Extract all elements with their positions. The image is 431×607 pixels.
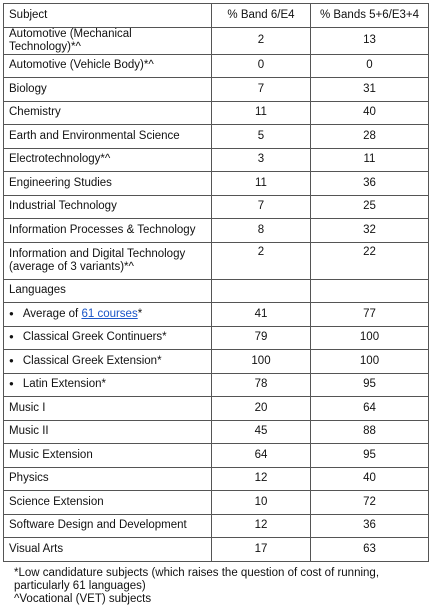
band6-cell: 100: [212, 350, 311, 374]
bands56-cell: 32: [311, 219, 429, 243]
bands56-cell: 28: [311, 125, 429, 149]
table-row: [4, 242, 429, 279]
subject-cell: Automotive (Mechanical Technology)*^: [4, 27, 212, 54]
courses-link[interactable]: 61 courses: [81, 307, 138, 320]
table-row: [4, 148, 429, 172]
table-row: [4, 514, 429, 538]
band6-cell: 20: [212, 397, 311, 421]
table-row: [4, 350, 429, 374]
bands56-cell: 100: [311, 350, 429, 374]
bands56-cell: 40: [311, 101, 429, 125]
subject-cell: Engineering Studies: [4, 172, 212, 196]
band6-cell: 64: [212, 444, 311, 468]
bands56-cell: 40: [311, 467, 429, 491]
table-row: [4, 101, 429, 125]
table-row: [4, 444, 429, 468]
subject-cell: Industrial Technology: [4, 195, 212, 219]
bands56-cell: 22: [311, 242, 429, 279]
band6-cell: 11: [212, 172, 311, 196]
band6-cell: 2: [212, 242, 311, 279]
bands56-cell: 13: [311, 27, 429, 54]
table-row: [4, 420, 429, 444]
table-row: [4, 195, 429, 219]
table-row: [4, 54, 429, 78]
subject-cell: Automotive (Vehicle Body)*^: [4, 54, 212, 78]
subject-cell: Chemistry: [4, 101, 212, 125]
subject-cell: Visual Arts: [4, 538, 212, 562]
subject-cell: Software Design and Development: [4, 514, 212, 538]
bands56-cell: 31: [311, 78, 429, 102]
subject-cell: ● Classical Greek Extension*: [4, 350, 212, 374]
band6-cell: 79: [212, 326, 311, 350]
table-header-row: [4, 4, 429, 28]
bands56-cell: 11: [311, 148, 429, 172]
table-row: [4, 538, 429, 562]
bands56-cell: 77: [311, 303, 429, 327]
subject-cell: ● Classical Greek Continuers*: [4, 326, 212, 350]
table-row: [4, 27, 429, 54]
subject-cell: Electrotechnology*^: [4, 148, 212, 172]
header-bands56: % Bands 5+6/E3+4: [311, 4, 429, 28]
subject-cell: Earth and Environmental Science: [4, 125, 212, 149]
subject-cell: Music Extension: [4, 444, 212, 468]
band6-cell: 10: [212, 491, 311, 515]
band6-cell: 0: [212, 54, 311, 78]
average-suffix: *: [137, 307, 143, 320]
bands56-cell: 72: [311, 491, 429, 515]
subject-cell: Science Extension: [4, 491, 212, 515]
bands56-cell: [311, 279, 429, 303]
subject-cell: [4, 303, 212, 327]
band6-cell: 8: [212, 219, 311, 243]
bands56-cell: 36: [311, 514, 429, 538]
band6-cell: [212, 279, 311, 303]
band6-cell: 12: [212, 514, 311, 538]
band6-cell: 17: [212, 538, 311, 562]
bands56-cell: 100: [311, 326, 429, 350]
band6-cell: 7: [212, 195, 311, 219]
band6-cell: 7: [212, 78, 311, 102]
bands56-cell: 88: [311, 420, 429, 444]
table-row: [4, 326, 429, 350]
table-row: [4, 279, 429, 303]
footnote-vocational: ^Vocational (VET) subjects: [14, 593, 152, 606]
average-prefix: Average of: [22, 307, 82, 320]
header-band6: % Band 6/E4: [212, 4, 311, 28]
bands56-cell: 95: [311, 373, 429, 397]
subject-cell: Music I: [4, 397, 212, 421]
footnote-low-candidature: *Low candidature subjects (which raises the question of cost of running, particularly 61 languages): [14, 567, 380, 593]
bands56-cell: 0: [311, 54, 429, 78]
table-row: [4, 78, 429, 102]
band6-cell: 45: [212, 420, 311, 444]
bands56-cell: 64: [311, 397, 429, 421]
subject-cell: Information Processes & Technology: [4, 219, 212, 243]
subject-results-table: [3, 3, 429, 562]
table-row: [4, 125, 429, 149]
bands56-cell: 25: [311, 195, 429, 219]
band6-cell: 3: [212, 148, 311, 172]
band6-cell: 5: [212, 125, 311, 149]
subject-cell: ● Latin Extension*: [4, 373, 212, 397]
subject-cell: Languages: [4, 279, 212, 303]
band6-cell: 12: [212, 467, 311, 491]
band6-cell: 41: [212, 303, 311, 327]
bands56-cell: 63: [311, 538, 429, 562]
table-row: [4, 219, 429, 243]
table-row: [4, 467, 429, 491]
band6-cell: 2: [212, 27, 311, 54]
table-row: [4, 303, 429, 327]
footnotes: [14, 567, 419, 607]
subject-cell: Information and Digital Technology (average of 3 variants)*^: [4, 242, 212, 279]
header-subject: Subject: [4, 4, 212, 28]
table-row: [4, 397, 429, 421]
subject-cell: Physics: [4, 467, 212, 491]
subject-cell: Biology: [4, 78, 212, 102]
subject-cell: Music II: [4, 420, 212, 444]
table-row: [4, 373, 429, 397]
table-row: [4, 172, 429, 196]
table-row: [4, 491, 429, 515]
band6-cell: 11: [212, 101, 311, 125]
band6-cell: 78: [212, 373, 311, 397]
bands56-cell: 36: [311, 172, 429, 196]
bands56-cell: 95: [311, 444, 429, 468]
